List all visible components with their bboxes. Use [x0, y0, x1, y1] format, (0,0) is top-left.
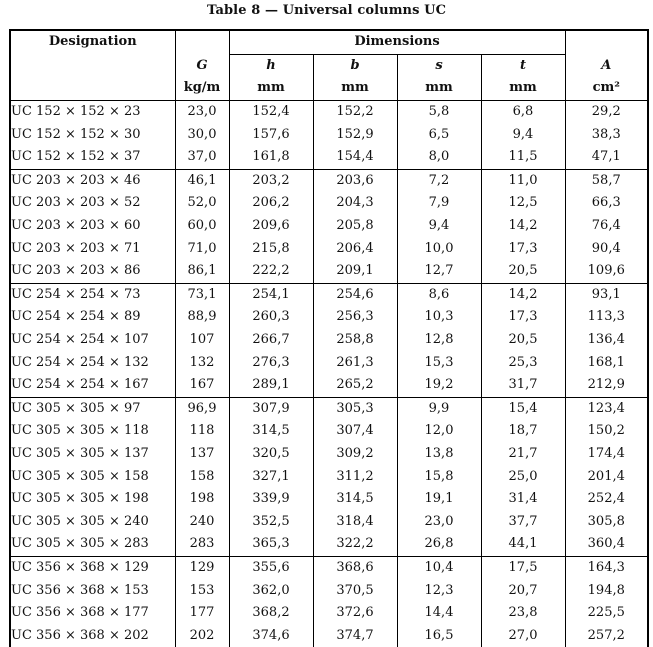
cell-web-s: 10,3 [397, 306, 481, 329]
cell-mass-g: 198 [175, 488, 229, 511]
cell-depth-h: 152,4 [229, 100, 313, 123]
table-row [10, 306, 648, 329]
table-row [10, 237, 648, 260]
cell-area-a: 47,1 [565, 146, 648, 169]
cell-flange-t: 25,0 [481, 465, 565, 488]
table-row [10, 556, 648, 579]
header-symbol-t: t [481, 54, 565, 77]
cell-mass-g: 240 [175, 510, 229, 533]
cell-web-s: 8,6 [397, 283, 481, 306]
table-row [10, 215, 648, 238]
cell-width-b: 318,4 [313, 510, 397, 533]
cell-mass-g: 96,9 [175, 397, 229, 420]
cell-depth-h: 327,1 [229, 465, 313, 488]
cell-area-a: 194,8 [565, 579, 648, 602]
cell-width-b: 154,4 [313, 146, 397, 169]
cell-depth-h: 307,9 [229, 397, 313, 420]
cell-flange-t: 14,2 [481, 283, 565, 306]
table-row [10, 123, 648, 146]
cell-designation: UC 152 × 152 × 30 [10, 123, 175, 146]
cell-flange-t: 12,5 [481, 192, 565, 215]
cell-mass-g: 86,1 [175, 260, 229, 283]
cell-web-s: 5,8 [397, 100, 481, 123]
table-row [10, 146, 648, 169]
table-row [10, 579, 648, 602]
cell-mass-g: 167 [175, 374, 229, 397]
cell-width-b: 204,3 [313, 192, 397, 215]
header-unit-a: cm² [565, 77, 648, 100]
cell-width-b: 254,6 [313, 283, 397, 306]
cell-designation: UC 254 × 254 × 107 [10, 329, 175, 352]
table-row [10, 602, 648, 625]
cell-web-s: 15,3 [397, 351, 481, 374]
cell-depth-h: 339,9 [229, 488, 313, 511]
cell-depth-h: 254,1 [229, 283, 313, 306]
cell-web-s: 14,4 [397, 602, 481, 625]
table-header [10, 30, 648, 100]
cell-mass-g: 153 [175, 579, 229, 602]
cell-mass-g: 202 [175, 624, 229, 647]
cell-mass-g: 23,0 [175, 100, 229, 123]
cell-web-s: 9,9 [397, 397, 481, 420]
table-row [10, 533, 648, 556]
cell-web-s: 12,3 [397, 579, 481, 602]
cell-designation: UC 305 × 305 × 240 [10, 510, 175, 533]
cell-area-a: 29,2 [565, 100, 648, 123]
cell-area-a: 150,2 [565, 420, 648, 443]
cell-mass-g: 73,1 [175, 283, 229, 306]
cell-web-s: 12,0 [397, 420, 481, 443]
cell-designation: UC 305 × 305 × 97 [10, 397, 175, 420]
cell-mass-g: 107 [175, 329, 229, 352]
cell-designation: UC 305 × 305 × 158 [10, 465, 175, 488]
cell-web-s: 12,8 [397, 329, 481, 352]
cell-mass-g: 177 [175, 602, 229, 625]
cell-flange-t: 11,5 [481, 146, 565, 169]
cell-width-b: 309,2 [313, 443, 397, 466]
header-blank-g [175, 30, 229, 54]
cell-area-a: 76,4 [565, 215, 648, 238]
table-row [10, 397, 648, 420]
cell-area-a: 58,7 [565, 169, 648, 192]
cell-depth-h: 352,5 [229, 510, 313, 533]
table-row [10, 510, 648, 533]
cell-web-s: 16,5 [397, 624, 481, 647]
cell-flange-t: 15,4 [481, 397, 565, 420]
cell-area-a: 168,1 [565, 351, 648, 374]
cell-width-b: 261,3 [313, 351, 397, 374]
cell-mass-g: 158 [175, 465, 229, 488]
cell-designation: UC 203 × 203 × 86 [10, 260, 175, 283]
cell-mass-g: 129 [175, 556, 229, 579]
cell-flange-t: 31,7 [481, 374, 565, 397]
cell-depth-h: 362,0 [229, 579, 313, 602]
cell-depth-h: 209,6 [229, 215, 313, 238]
cell-flange-t: 14,2 [481, 215, 565, 238]
cell-width-b: 370,5 [313, 579, 397, 602]
header-unit-b: mm [313, 77, 397, 100]
cell-area-a: 164,3 [565, 556, 648, 579]
cell-designation: UC 356 × 368 × 202 [10, 624, 175, 647]
table-row [10, 443, 648, 466]
cell-web-s: 7,2 [397, 169, 481, 192]
cell-web-s: 23,0 [397, 510, 481, 533]
cell-web-s: 9,4 [397, 215, 481, 238]
cell-flange-t: 44,1 [481, 533, 565, 556]
cell-flange-t: 21,7 [481, 443, 565, 466]
cell-designation: UC 254 × 254 × 89 [10, 306, 175, 329]
cell-web-s: 6,5 [397, 123, 481, 146]
cell-flange-t: 6,8 [481, 100, 565, 123]
cell-flange-t: 37,7 [481, 510, 565, 533]
cell-area-a: 93,1 [565, 283, 648, 306]
cell-area-a: 109,6 [565, 260, 648, 283]
cell-flange-t: 9,4 [481, 123, 565, 146]
cell-designation: UC 305 × 305 × 137 [10, 443, 175, 466]
cell-web-s: 15,8 [397, 465, 481, 488]
header-unit-t: mm [481, 77, 565, 100]
cell-area-a: 90,4 [565, 237, 648, 260]
cell-area-a: 305,8 [565, 510, 648, 533]
cell-designation: UC 254 × 254 × 132 [10, 351, 175, 374]
cell-depth-h: 215,8 [229, 237, 313, 260]
cell-depth-h: 368,2 [229, 602, 313, 625]
header-symbol-g: G [175, 54, 229, 77]
cell-designation: UC 305 × 305 × 283 [10, 533, 175, 556]
table-row [10, 465, 648, 488]
cell-designation: UC 254 × 254 × 167 [10, 374, 175, 397]
cell-depth-h: 289,1 [229, 374, 313, 397]
cell-width-b: 372,6 [313, 602, 397, 625]
table-body [10, 100, 648, 647]
cell-depth-h: 260,3 [229, 306, 313, 329]
cell-area-a: 66,3 [565, 192, 648, 215]
cell-designation: UC 203 × 203 × 60 [10, 215, 175, 238]
cell-width-b: 305,3 [313, 397, 397, 420]
cell-depth-h: 276,3 [229, 351, 313, 374]
cell-area-a: 174,4 [565, 443, 648, 466]
cell-depth-h: 203,2 [229, 169, 313, 192]
cell-depth-h: 222,2 [229, 260, 313, 283]
cell-mass-g: 71,0 [175, 237, 229, 260]
cell-web-s: 19,2 [397, 374, 481, 397]
cell-depth-h: 314,5 [229, 420, 313, 443]
cell-depth-h: 320,5 [229, 443, 313, 466]
header-unit-h: mm [229, 77, 313, 100]
cell-designation: UC 152 × 152 × 23 [10, 100, 175, 123]
cell-flange-t: 23,8 [481, 602, 565, 625]
header-unit-s: mm [397, 77, 481, 100]
table-row [10, 624, 648, 647]
cell-designation: UC 305 × 305 × 118 [10, 420, 175, 443]
cell-width-b: 311,2 [313, 465, 397, 488]
cell-depth-h: 365,3 [229, 533, 313, 556]
cell-width-b: 205,8 [313, 215, 397, 238]
cell-mass-g: 118 [175, 420, 229, 443]
cell-flange-t: 20,5 [481, 260, 565, 283]
cell-flange-t: 17,5 [481, 556, 565, 579]
cell-width-b: 209,1 [313, 260, 397, 283]
cell-width-b: 374,7 [313, 624, 397, 647]
header-designation: Designation [10, 30, 175, 100]
table-title: Table 8 — Universal columns UC [206, 3, 447, 18]
cell-flange-t: 18,7 [481, 420, 565, 443]
cell-flange-t: 31,4 [481, 488, 565, 511]
cell-depth-h: 374,6 [229, 624, 313, 647]
cell-area-a: 136,4 [565, 329, 648, 352]
cell-web-s: 12,7 [397, 260, 481, 283]
cell-width-b: 152,2 [313, 100, 397, 123]
table-row [10, 100, 648, 123]
cell-area-a: 123,4 [565, 397, 648, 420]
cell-area-a: 360,4 [565, 533, 648, 556]
cell-designation: UC 254 × 254 × 73 [10, 283, 175, 306]
table-row [10, 260, 648, 283]
header-dimensions: Dimensions [229, 30, 565, 54]
cell-area-a: 113,3 [565, 306, 648, 329]
cell-web-s: 26,8 [397, 533, 481, 556]
cell-mass-g: 37,0 [175, 146, 229, 169]
header-symbol-s: s [397, 54, 481, 77]
table-row [10, 351, 648, 374]
cell-flange-t: 17,3 [481, 237, 565, 260]
table-row [10, 192, 648, 215]
cell-flange-t: 20,7 [481, 579, 565, 602]
cell-area-a: 38,3 [565, 123, 648, 146]
cell-area-a: 201,4 [565, 465, 648, 488]
cell-web-s: 10,0 [397, 237, 481, 260]
cell-flange-t: 17,3 [481, 306, 565, 329]
cell-web-s: 8,0 [397, 146, 481, 169]
cell-designation: UC 305 × 305 × 198 [10, 488, 175, 511]
cell-width-b: 307,4 [313, 420, 397, 443]
cell-width-b: 368,6 [313, 556, 397, 579]
cell-mass-g: 60,0 [175, 215, 229, 238]
cell-designation: UC 356 × 368 × 177 [10, 602, 175, 625]
cell-flange-t: 25,3 [481, 351, 565, 374]
cell-web-s: 19,1 [397, 488, 481, 511]
cell-flange-t: 27,0 [481, 624, 565, 647]
universal-columns-table [9, 29, 649, 647]
cell-width-b: 314,5 [313, 488, 397, 511]
cell-depth-h: 266,7 [229, 329, 313, 352]
cell-designation: UC 356 × 368 × 153 [10, 579, 175, 602]
cell-designation: UC 203 × 203 × 71 [10, 237, 175, 260]
cell-area-a: 252,4 [565, 488, 648, 511]
header-symbol-h: h [229, 54, 313, 77]
cell-width-b: 258,8 [313, 329, 397, 352]
cell-mass-g: 132 [175, 351, 229, 374]
header-unit-g: kg/m [175, 77, 229, 100]
cell-width-b: 265,2 [313, 374, 397, 397]
header-blank-a [565, 30, 648, 54]
table-row [10, 169, 648, 192]
cell-depth-h: 355,6 [229, 556, 313, 579]
header-symbol-b: b [313, 54, 397, 77]
cell-designation: UC 203 × 203 × 46 [10, 169, 175, 192]
cell-mass-g: 46,1 [175, 169, 229, 192]
cell-width-b: 206,4 [313, 237, 397, 260]
cell-width-b: 256,3 [313, 306, 397, 329]
table-row [10, 329, 648, 352]
cell-designation: UC 203 × 203 × 52 [10, 192, 175, 215]
cell-area-a: 212,9 [565, 374, 648, 397]
table-row [10, 420, 648, 443]
cell-designation: UC 152 × 152 × 37 [10, 146, 175, 169]
cell-area-a: 225,5 [565, 602, 648, 625]
table-row [10, 283, 648, 306]
cell-depth-h: 206,2 [229, 192, 313, 215]
cell-width-b: 152,9 [313, 123, 397, 146]
cell-designation: UC 356 × 368 × 129 [10, 556, 175, 579]
cell-depth-h: 157,6 [229, 123, 313, 146]
cell-web-s: 7,9 [397, 192, 481, 215]
table-row [10, 488, 648, 511]
cell-area-a: 257,2 [565, 624, 648, 647]
cell-mass-g: 88,9 [175, 306, 229, 329]
cell-mass-g: 137 [175, 443, 229, 466]
header-symbol-a: A [565, 54, 648, 77]
cell-flange-t: 20,5 [481, 329, 565, 352]
cell-web-s: 10,4 [397, 556, 481, 579]
cell-mass-g: 52,0 [175, 192, 229, 215]
table-row [10, 374, 648, 397]
cell-depth-h: 161,8 [229, 146, 313, 169]
cell-web-s: 13,8 [397, 443, 481, 466]
cell-mass-g: 30,0 [175, 123, 229, 146]
cell-width-b: 322,2 [313, 533, 397, 556]
cell-flange-t: 11,0 [481, 169, 565, 192]
cell-mass-g: 283 [175, 533, 229, 556]
cell-width-b: 203,6 [313, 169, 397, 192]
